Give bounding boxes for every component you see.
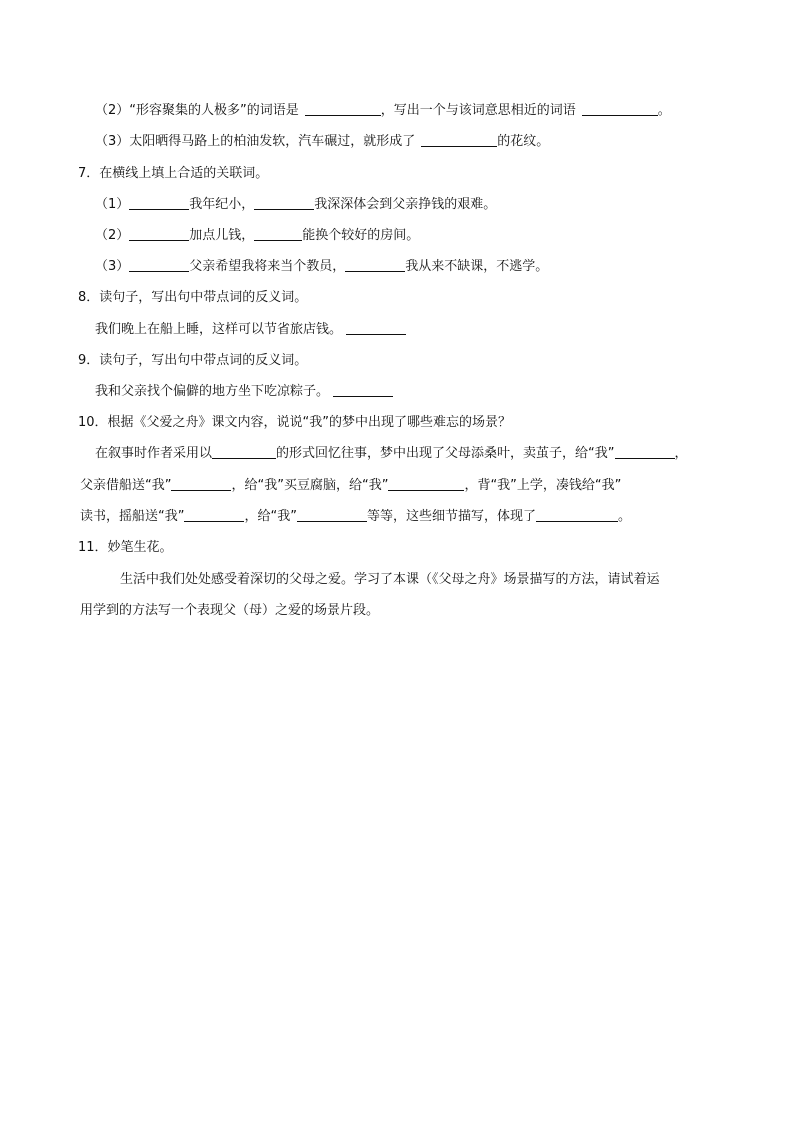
q6-item-2-blank-2[interactable] xyxy=(582,103,658,116)
q10-line-2-text-c: ，背“我”上学，凑钱给“我” xyxy=(464,478,622,493)
q7-item-3-text-b: 父亲希望我将来当个教员， xyxy=(189,259,346,274)
q10-blank-6[interactable] xyxy=(297,509,367,522)
q7-item-3-text-c: 我从来不缺课，不逃学。 xyxy=(405,259,549,274)
q8-answer-blank[interactable] xyxy=(346,322,406,335)
q7-item-3-blank-1[interactable] xyxy=(129,259,189,272)
q10-line-2 xyxy=(80,478,621,494)
q7-item-2-number: （2） xyxy=(95,228,130,243)
q7-item-1-text-b: 我年纪小， xyxy=(189,197,255,212)
q6-item-3-text-b: 的花纹。 xyxy=(497,134,550,149)
q11-prompt-line-1: 生活中我们处处感受着深切的父母之爱。学习了本课（《父母之舟》场景描写的方法，请试着运 xyxy=(120,572,660,587)
q9-title: 9．读句子，写出句中带点词的反义词。 xyxy=(78,353,308,368)
q10-line-3 xyxy=(80,509,631,525)
q10-blank-5[interactable] xyxy=(184,509,244,522)
q6-item-2-blank-1[interactable] xyxy=(305,103,381,116)
q10-line-3-text-c: 等等，这些细节描写，体现了 xyxy=(366,509,536,524)
q6-item-2-text-c: 。 xyxy=(657,103,671,118)
q7-item-3 xyxy=(95,259,548,275)
q10-blank-7[interactable] xyxy=(536,509,618,522)
q8-title: 8．读句子，写出句中带点词的反义词。 xyxy=(78,290,308,305)
q6-item-2-text-b: ，写出一个与该词意思相近的词语 xyxy=(380,103,576,118)
q7-item-2 xyxy=(95,228,419,244)
q10-line-1-text-b: 的形式回忆往事，梦中出现了父母添桑叶，卖茧子，给“我” xyxy=(276,446,615,461)
q7-item-1 xyxy=(95,197,496,213)
q11-prompt-line-2: 用学到的方法写一个表现父（母）之爱的场景片段。 xyxy=(80,603,380,618)
q7-item-3-blank-2[interactable] xyxy=(345,259,405,272)
q6-item-2 xyxy=(95,103,671,119)
q7-title: 7．在横线上填上合适的关联词。 xyxy=(78,166,269,181)
q10-line-1 xyxy=(95,446,688,462)
q11-title: 11．妙笔生花。 xyxy=(78,540,173,555)
q10-line-3-text-a: 读书，摇船送“我” xyxy=(80,509,185,524)
q10-line-1-text-a: 在叙事时作者采用以 xyxy=(95,446,213,461)
q7-item-2-text-b: 加点儿钱， xyxy=(189,228,255,243)
q9-sentence: 我和父亲找个偏僻的地方坐下吃凉粽子。 xyxy=(95,384,330,399)
q6-item-3 xyxy=(95,134,549,150)
q10-line-3-text-d: 。 xyxy=(617,509,631,524)
q10-line-2-text-a: 父亲借船送“我” xyxy=(80,478,172,493)
q6-item-3-blank[interactable] xyxy=(421,134,497,147)
q7-item-2-blank-1[interactable] xyxy=(129,228,189,241)
q8-sentence: 我们晚上在船上睡，这样可以节省旅店钱。 xyxy=(95,322,343,337)
q10-blank-1[interactable] xyxy=(212,446,276,459)
q6-item-3-text-a: （3）太阳晒得马路上的柏油发软，汽车碾过，就形成了 xyxy=(95,134,416,149)
q7-item-1-blank-1[interactable] xyxy=(129,197,189,210)
q10-line-1-text-c: ， xyxy=(674,446,688,461)
q7-item-2-text-c: 能换个较好的房间。 xyxy=(302,228,420,243)
q10-line-2-text-b: ，给“我”买豆腐脑，给“我” xyxy=(231,478,389,493)
q9-sentence-line xyxy=(95,384,393,400)
q6-item-2-text-a: （2）“形容聚集的人极多”的词语是 xyxy=(95,103,299,118)
q7-item-1-number: （1） xyxy=(95,197,130,212)
q7-item-1-text-c: 我深深体会到父亲挣钱的艰难。 xyxy=(314,197,497,212)
q10-blank-2[interactable] xyxy=(615,446,675,459)
q8-sentence-line xyxy=(95,322,406,338)
q10-title: 10．根据《父爱之舟》课文内容，说说“我”的梦中出现了哪些难忘的场景？ xyxy=(78,415,512,430)
q10-blank-3[interactable] xyxy=(171,478,231,491)
q10-line-3-text-b: ，给“我” xyxy=(244,509,297,524)
q9-answer-blank[interactable] xyxy=(333,384,393,397)
q7-item-3-number: （3） xyxy=(95,259,130,274)
q7-item-1-blank-2[interactable] xyxy=(254,197,314,210)
q7-item-2-blank-2[interactable] xyxy=(254,228,302,241)
q10-blank-4[interactable] xyxy=(388,478,464,491)
